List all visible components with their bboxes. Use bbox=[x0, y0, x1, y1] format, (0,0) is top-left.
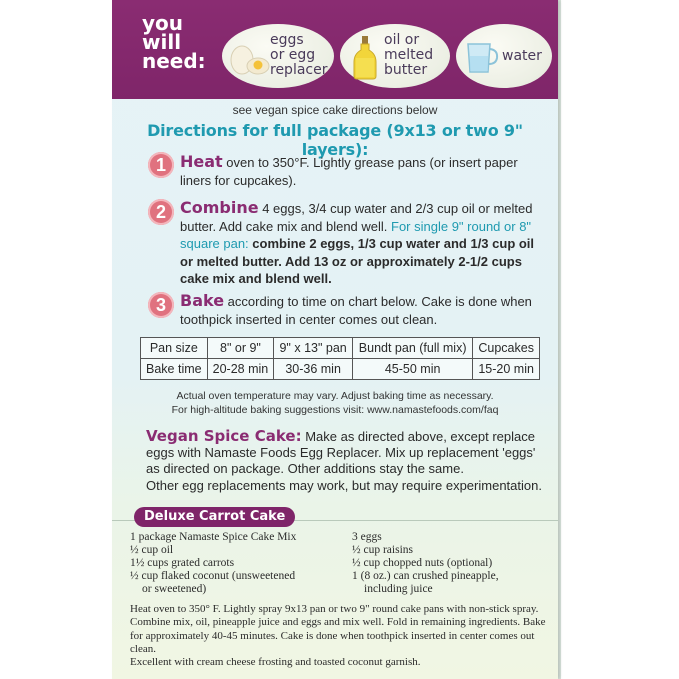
step-1: Heat oven to 350°F. Lightly grease pans (or insert paper liners for cupcakes). bbox=[180, 152, 518, 188]
table-row: Bake time 20-28 min 30-36 min 45-50 min 15-20 min bbox=[141, 359, 540, 380]
step-3-number: 3 bbox=[148, 292, 174, 318]
you-will-need-banner bbox=[112, 0, 558, 99]
list-item: including juice bbox=[364, 583, 433, 595]
altitude-note: For high-altitude baking suggestions visit: www.namastefoods.com/faq bbox=[171, 404, 499, 416]
list-item: ½ cup chopped nuts (optional) bbox=[352, 557, 493, 569]
vegan-spice-cake: Vegan Spice Cake: Make as directed above, except replace eggs with Namaste Foods Egg Replacer. Mix up replacement 'eggs' as directed on package. Other additions stay the same. bbox=[146, 427, 536, 476]
water-bubble: water bbox=[456, 24, 552, 88]
package-back-panel bbox=[112, 0, 558, 679]
baking-time-table bbox=[140, 337, 540, 380]
measuring-cup-icon bbox=[464, 40, 500, 74]
oil-bubble: oil or melted butter bbox=[340, 24, 450, 88]
list-item: 3 eggs bbox=[352, 531, 382, 543]
eggs-bubble: eggs or egg replacer bbox=[222, 24, 334, 88]
carrot-cake-title: Deluxe Carrot Cake bbox=[134, 507, 295, 527]
list-item: ½ cup flaked coconut (unsweetened bbox=[130, 570, 296, 582]
step-1-number: 1 bbox=[148, 152, 174, 178]
ingredients-right bbox=[352, 531, 499, 596]
step-2: Combine 4 eggs, 3/4 cup water and 2/3 cup oil or melted butter. Add cake mix and blend well. For single 9" round or 8" square pan: combine 2 eggs, 1/3 cup water and 1/3 cup oil or melted butter. Add 13 oz or approximately 2-1/2 cups cake mix and blend well. bbox=[180, 198, 535, 286]
vegan-note: see vegan spice cake directions below bbox=[232, 103, 438, 117]
carrot-cake-method: Heat oven to 350° F. Lightly spray 9x13 pan or two 9" round cake pans with non-stick spray. Combine mix, oil, pineapple juice and eggs and mix well. Fold in remaining ingredients. Bake for approximately 40-45 minutes. Cake is done when toothpick inserted in center comes out clean. Excellent with cream cheese frosting and toasted coconut garnish. bbox=[130, 603, 555, 669]
other-egg-note: Other egg replacements may work, but may require experimentation. bbox=[146, 478, 542, 493]
oven-note: Actual oven temperature may vary. Adjust baking time as necessary. bbox=[176, 390, 494, 402]
list-item: 1 (8 oz.) can crushed pineapple, bbox=[352, 570, 499, 582]
step-3: Bake according to time on chart below. Cake is done when toothpick inserted in center comes out clean. bbox=[180, 291, 532, 327]
garnish-note: Excellent with cream cheese frosting and toasted coconut garnish. bbox=[130, 656, 421, 669]
table-row: Pan size 8" or 9" 9" x 13" pan Bundt pan (full mix) Cupcakes bbox=[141, 338, 540, 359]
list-item: 1½ cups grated carrots bbox=[130, 557, 235, 569]
oil-bottle-icon bbox=[352, 34, 378, 80]
list-item: 1 package Namaste Spice Cake Mix bbox=[130, 531, 297, 543]
step-2-number: 2 bbox=[148, 199, 174, 225]
list-item: ½ cup oil bbox=[130, 544, 174, 556]
list-item: or sweetened) bbox=[142, 583, 207, 595]
ingredients-left bbox=[130, 531, 296, 596]
you-will-need-label: you will need: bbox=[142, 11, 206, 73]
list-item: ½ cup raisins bbox=[352, 544, 414, 556]
egg-icon bbox=[228, 42, 270, 78]
directions-title: Directions for full package (9x13 or two 9" layers): bbox=[147, 121, 523, 159]
